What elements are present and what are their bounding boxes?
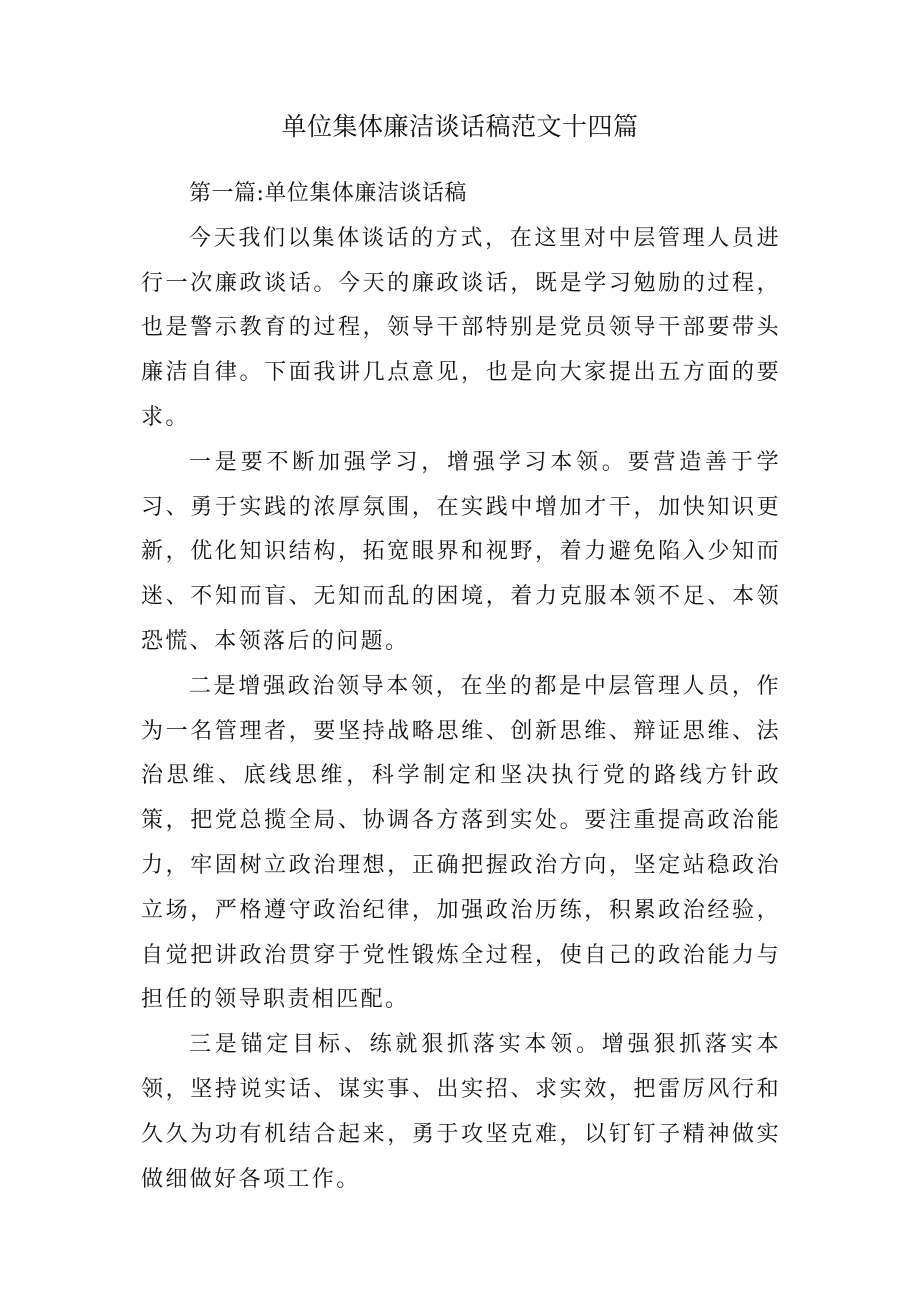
paragraph-intro: 今天我们以集体谈话的方式，在这里对中层管理人员进行一次廉政谈话。今天的廉政谈话，既是学习勉励的过程，也是警示教育的过程，领导干部特别是党员领导干部要带头廉洁自律。下面我讲几点意见，也是向大家提出五方面的要求。 xyxy=(141,225,781,430)
paragraph-point-two: 二是增强政治领导本领，在坐的都是中层管理人员，作为一名管理者，要坚持战略思维、创新思维、辩证思维、法治思维、底线思维，科学制定和坚决执行党的路线方针政策，把党总揽全局、协调各方落到实处。要注重提高政治能力，牢固树立政治理想，正确把握政治方向，坚定站稳政治立场，严格遵守政治纪律，加强政治历练，积累政治经验，自觉把讲政治贯穿于党性锻炼全过程，使自己的政治能力与担任的领导职责相匹配。 xyxy=(141,673,781,1013)
paragraph-point-three: 三是锚定目标、练就狠抓落实本领。增强狠抓落实本领，坚持说实话、谋实事、出实招、求实效，把雷厉风行和久久为功有机结合起来，勇于攻坚克难，以钉钉子精神做实做细做好各项工作。 xyxy=(141,1032,781,1192)
paragraph-point-one: 一是要不断加强学习，增强学习本领。要营造善于学习、勇于实践的浓厚氛围，在实践中增加才干，加快知识更新，优化知识结构，拓宽眼界和视野，着力避免陷入少知而迷、不知而盲、无知而乱的困境，着力克服本领不足、本领恐慌、本领落后的问题。 xyxy=(141,449,781,654)
section-heading: 第一篇:单位集体廉洁谈话稿 xyxy=(189,181,467,206)
document-body xyxy=(141,172,781,1202)
document-title: 单位集体廉洁谈话稿范文十四篇 xyxy=(281,112,639,141)
